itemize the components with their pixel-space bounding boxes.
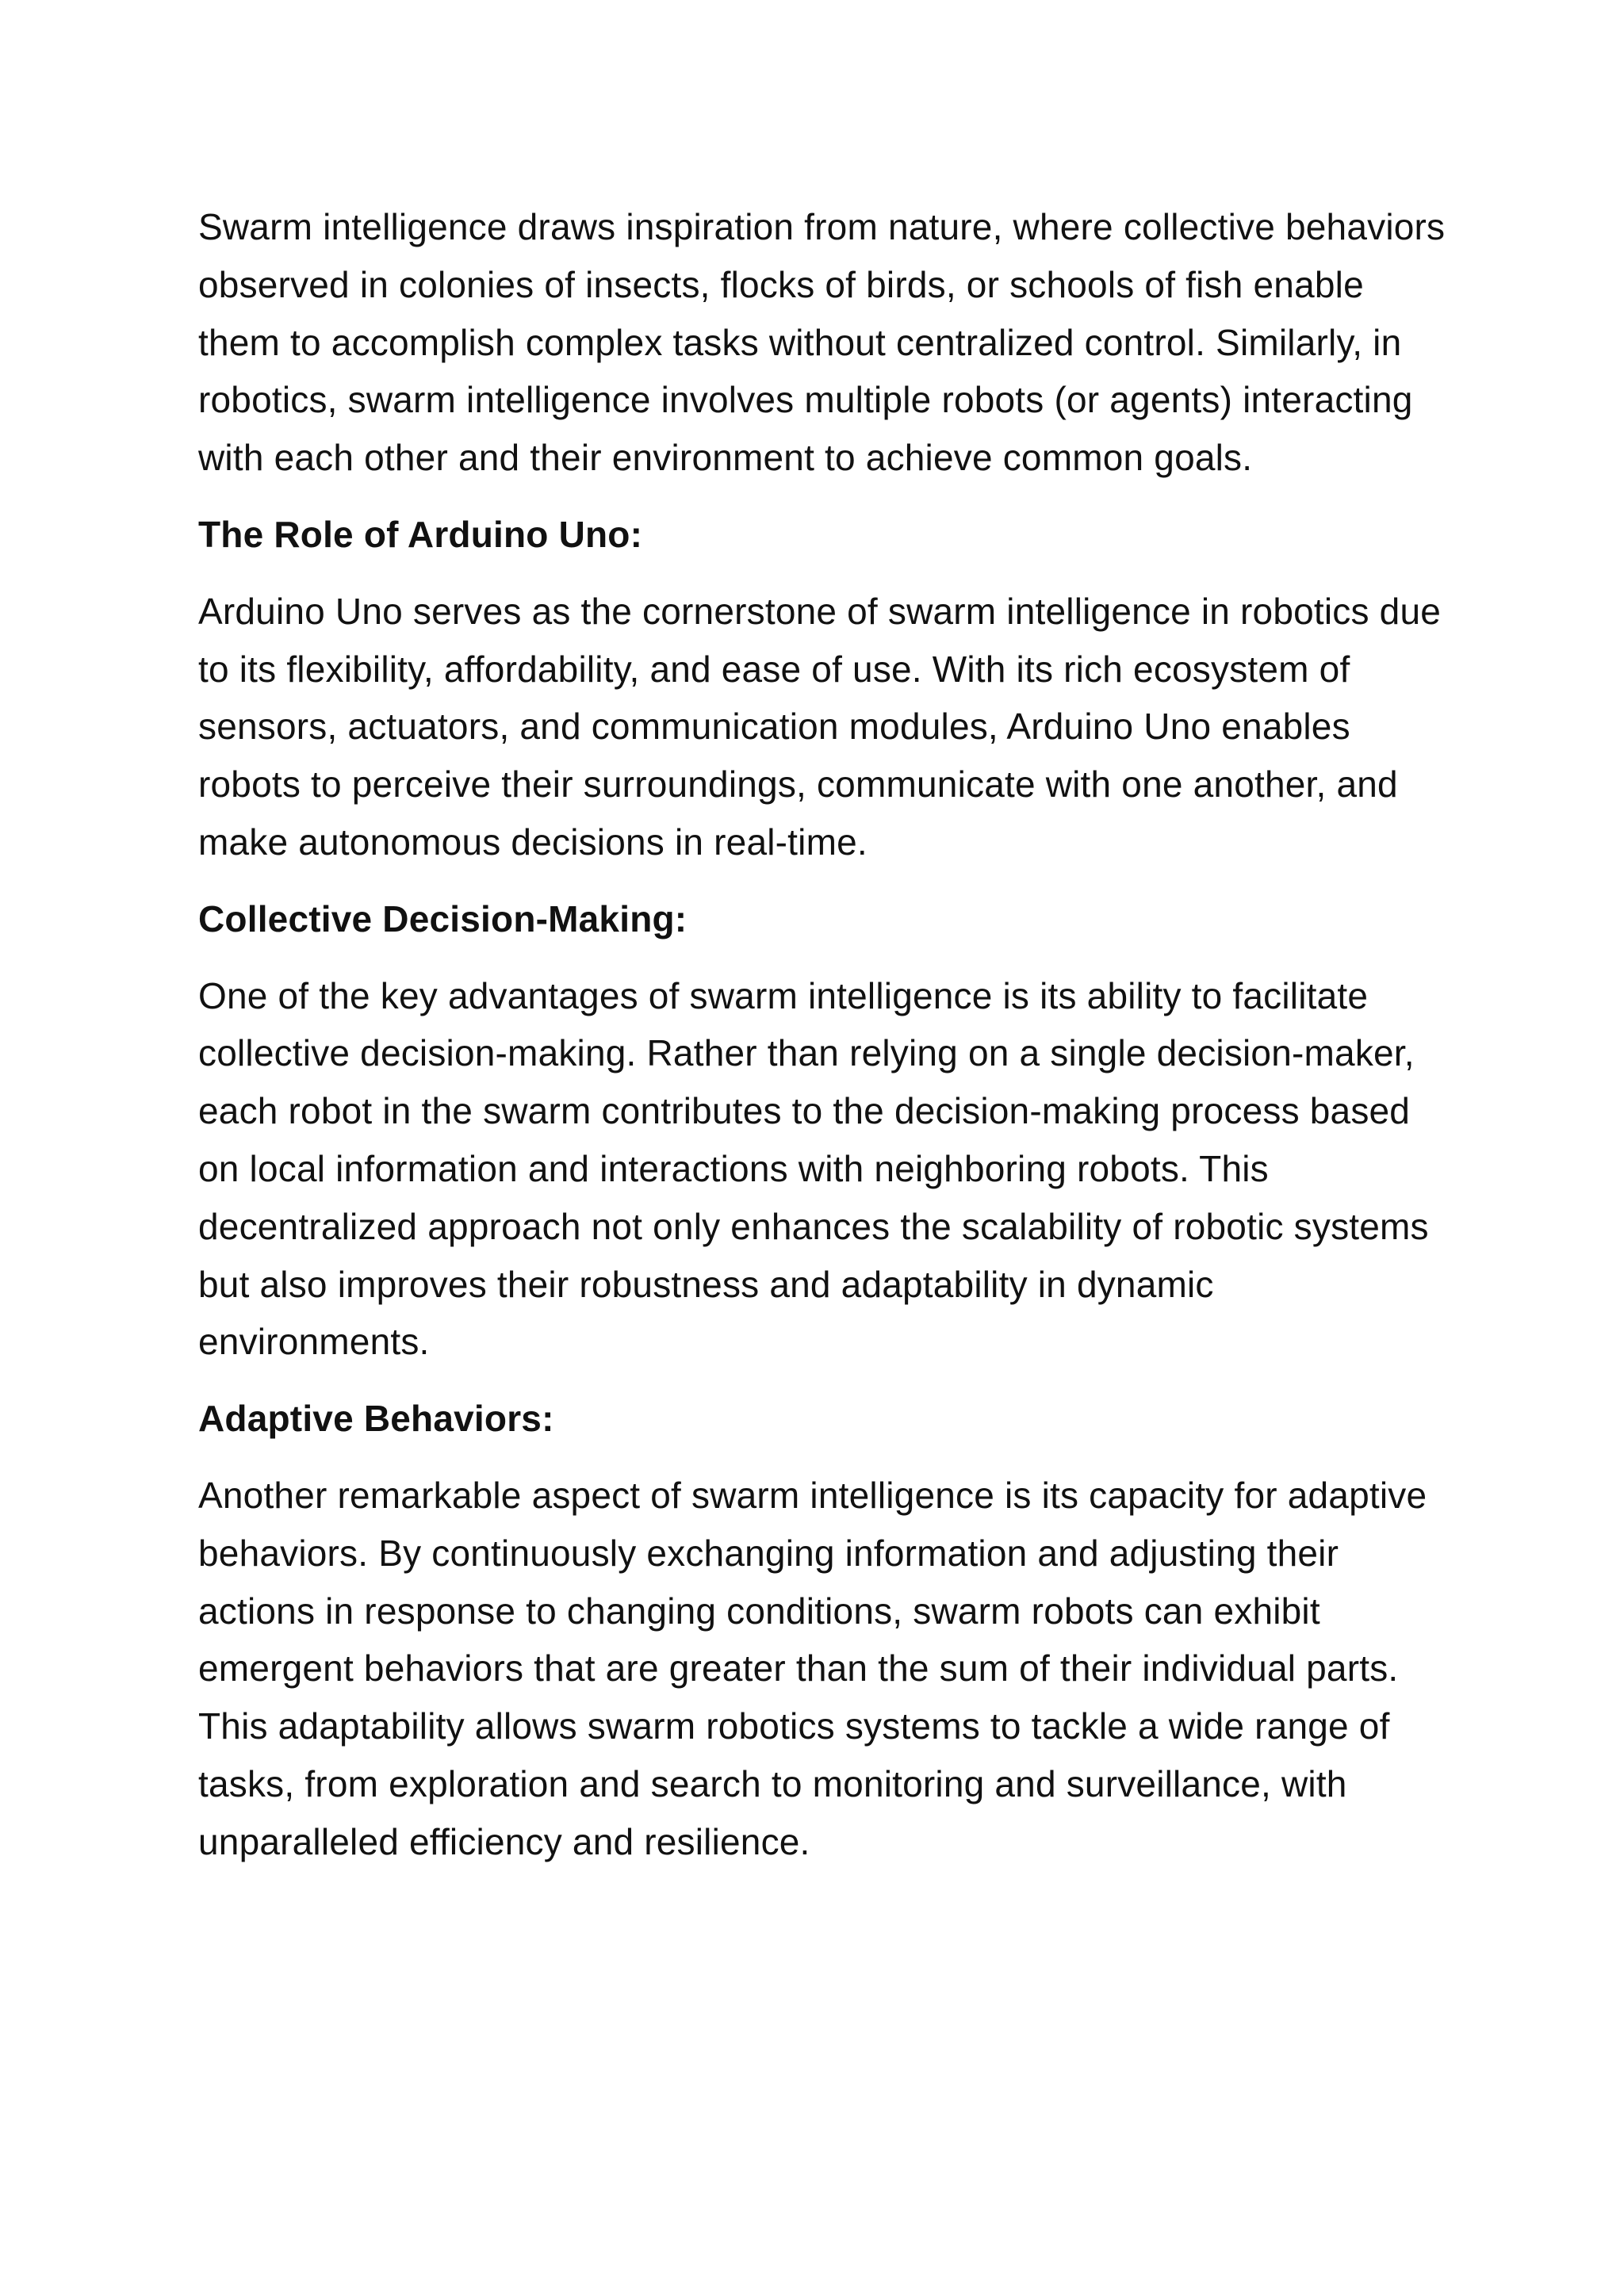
section-heading: Collective Decision-Making: [198,897,688,939]
section-body: Arduino Uno serves as the cornerstone of swarm intelligence in robotics due to its flexibility, affordability, and ease of use. With its rich ecosystem of sensors, actuators, and communication modules, Arduino Uno enables robots to perceive their surroundings, communicate with one another, and make autonomous decisions in real-time. [198,590,1442,863]
section-collective-decision-making [198,890,1451,1371]
section-adaptive-behaviors [198,1390,1451,1870]
section-heading: The Role of Arduino Uno: [198,513,643,555]
section-body: Another remarkable aspect of swarm intelligence is its capacity for adaptive behaviors. By continuously exchanging information and adjusting their actions in response to changing conditions, swarm robots can exhibit emergent behaviors that are greater than the sum of their individual parts. This adaptability allows swarm robotics systems to tackle a wide range of tasks, from exploration and search to monitoring and surveillance, with unparalleled efficiency and resilience. [198,1474,1427,1862]
document-content [198,198,1451,1890]
section-heading: Adaptive Behaviors: [198,1398,554,1440]
intro-paragraph: Swarm intelligence draws inspiration from nature, where collective behaviors observed in colonies of insects, flocks of birds, or schools of fish enable them to accomplish complex tasks without centralized control. Similarly, in robotics, swarm intelligence involves multiple robots (or agents) interacting with each other and their environment to achieve common goals. [198,206,1446,479]
section-body: One of the key advantages of swarm intelligence is its ability to facilitate collective decision-making. Rather than relying on a single decision-maker, each robot in the swarm contributes to the decision-making process based on local information and interactions with neighboring robots. This decentralized approach not only enhances the scalability of robotic systems but also improves their robustness and adaptability in dynamic environments. [198,974,1429,1363]
section-arduino-uno [198,506,1451,871]
